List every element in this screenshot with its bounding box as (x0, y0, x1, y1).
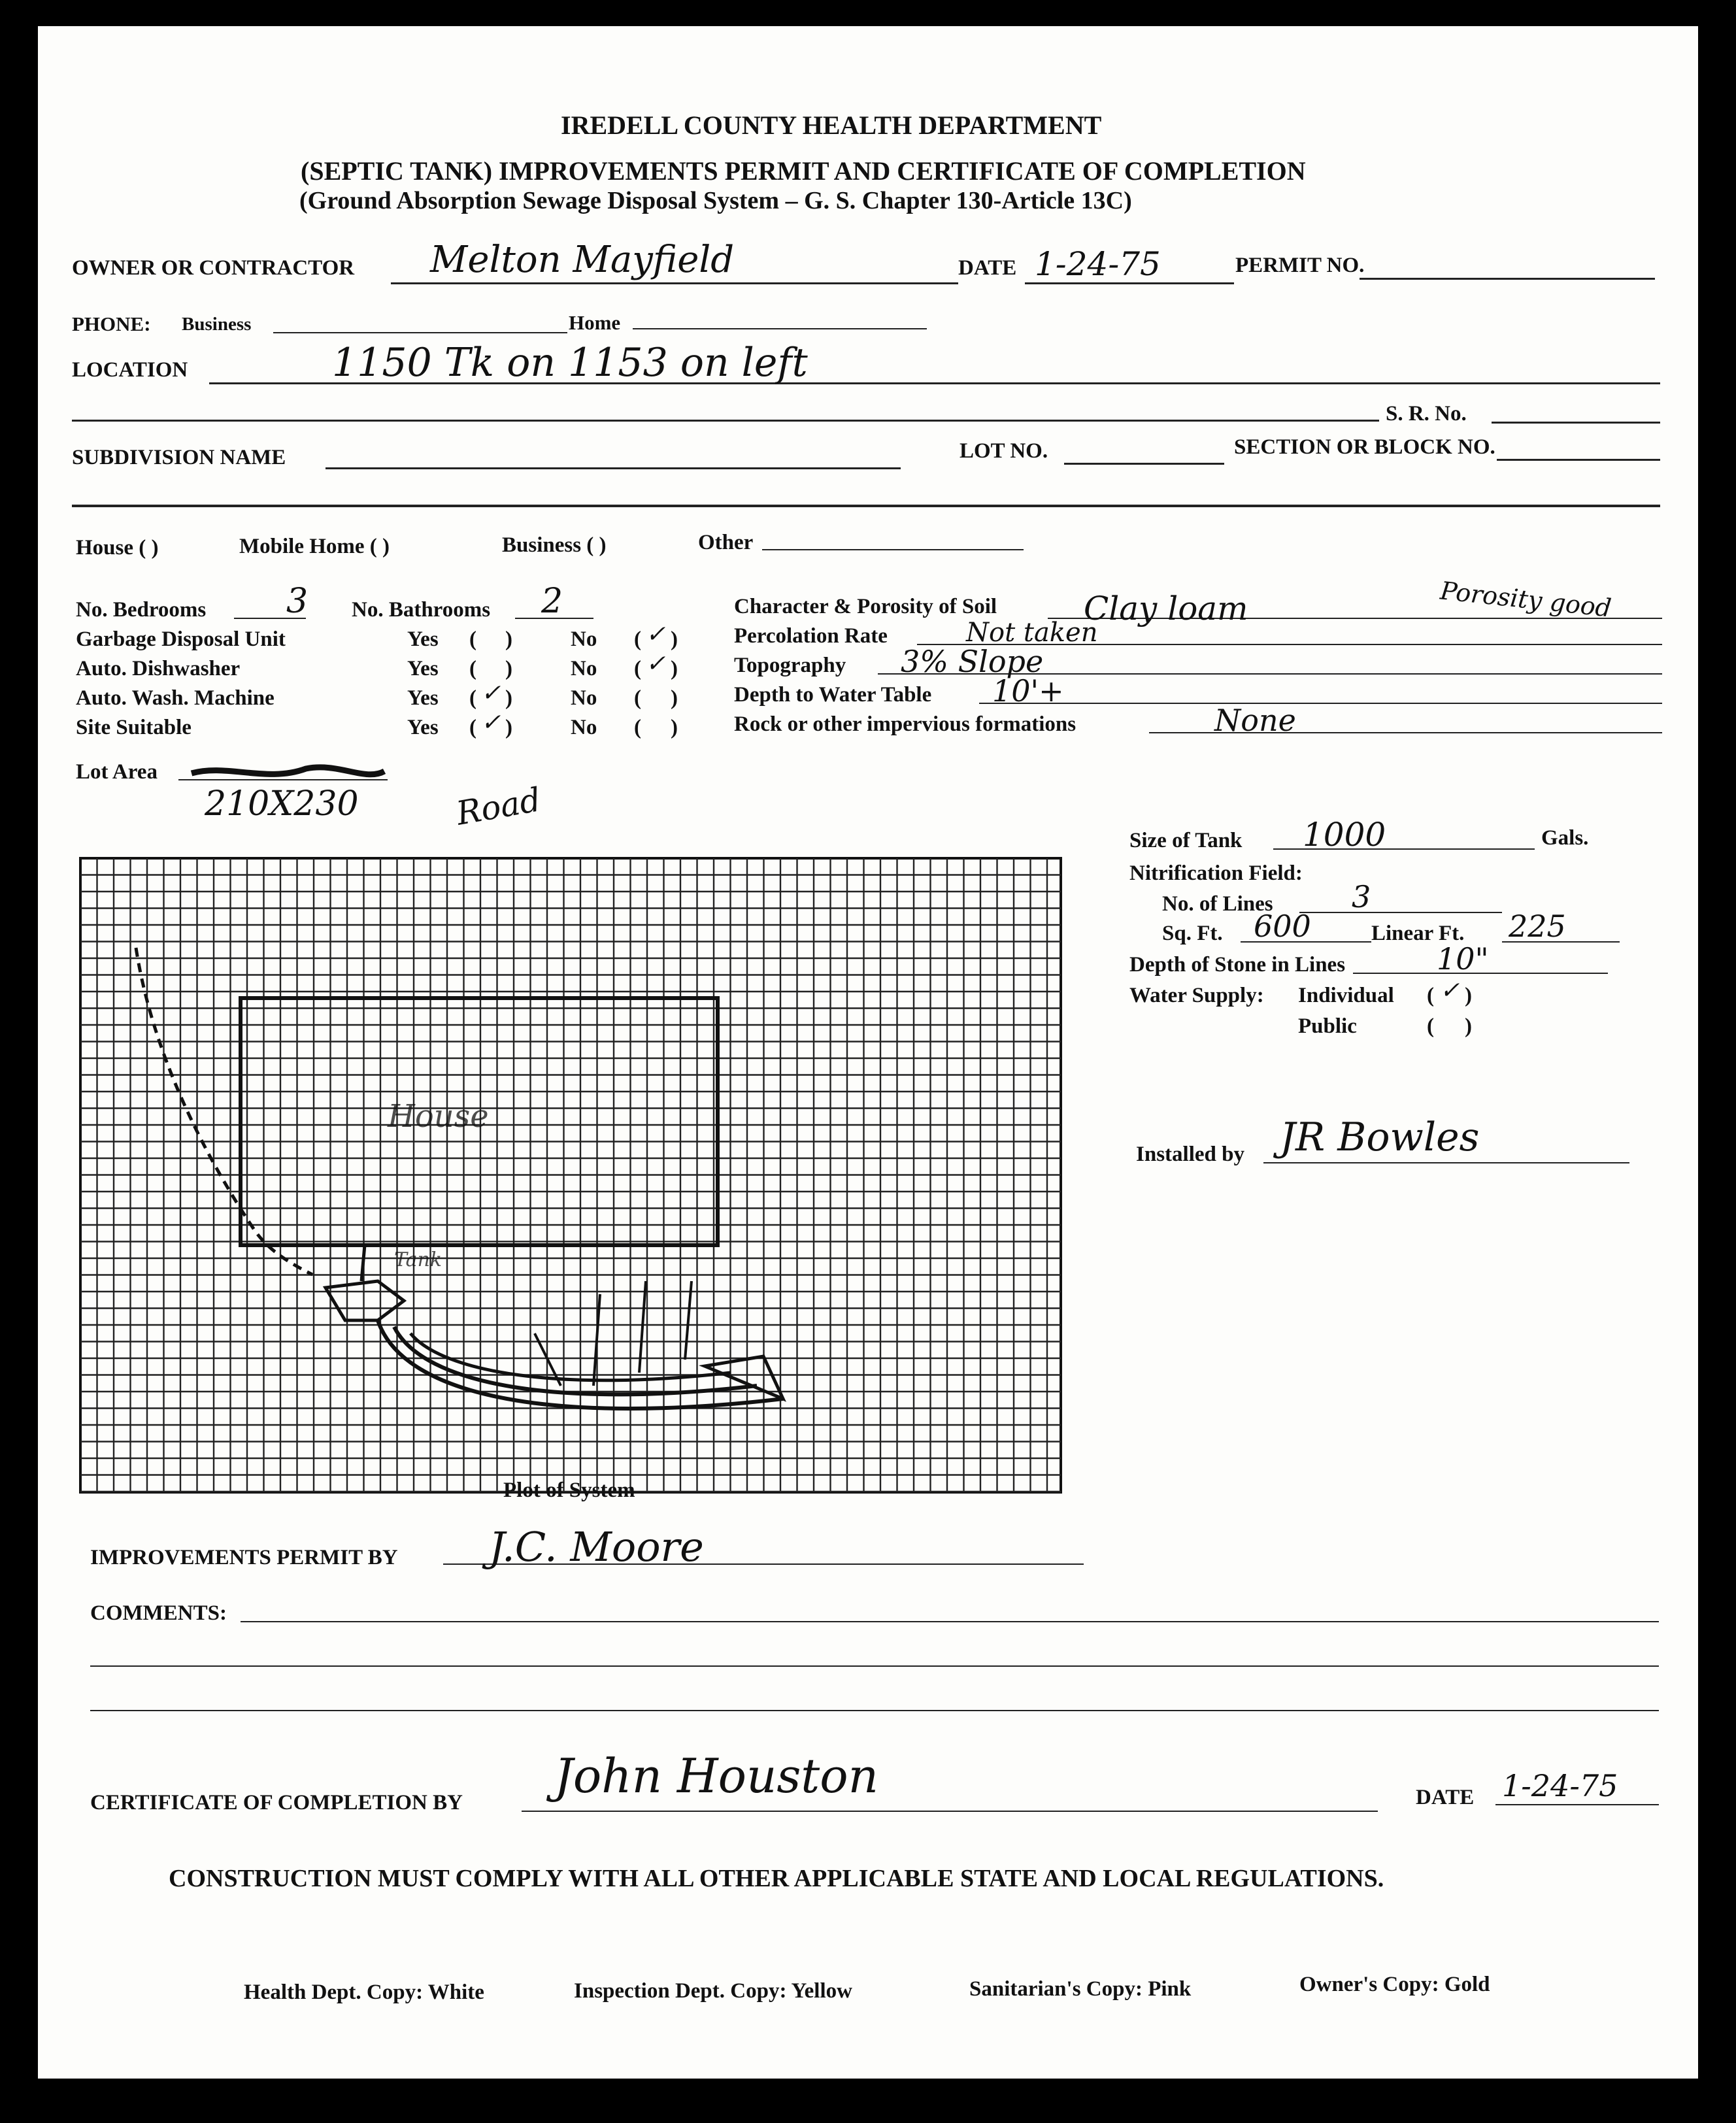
plot-caption: Plot of System (503, 1479, 635, 1502)
permit-no-label: PERMIT NO. (1235, 254, 1365, 277)
perc-rate-value: Not taken (966, 618, 1098, 648)
linear-ft-value: 225 (1509, 909, 1566, 944)
comments-line-2 (90, 1665, 1659, 1667)
garbage-yes: Yes (407, 627, 439, 651)
plot-house-note: House (388, 1098, 489, 1135)
other-line (762, 549, 1024, 550)
stone-depth-label: Depth of Stone in Lines (1129, 953, 1346, 977)
water-table-value: 10'+ (992, 673, 1064, 709)
lot-no-label: LOT NO. (960, 439, 1048, 463)
location-label: LOCATION (72, 358, 188, 382)
subdivision-label: SUBDIVISION NAME (72, 446, 286, 469)
copy-inspection: Inspection Dept. Copy: Yellow (574, 1979, 852, 2003)
form-title: (SEPTIC TANK) IMPROVEMENTS PERMIT AND CERTIFICATE OF COMPLETION (301, 156, 1306, 186)
owner-line (391, 282, 958, 284)
soil-porosity-value: Porosity good (1439, 576, 1613, 623)
topography-label: Topography (734, 654, 846, 677)
regulation-notice: CONSTRUCTION MUST COMPLY WITH ALL OTHER APPLICABLE STATE AND LOCAL REGULATIONS. (169, 1865, 1384, 1892)
owner-value: Melton Mayfield (430, 239, 735, 281)
section-block-label: SECTION OR BLOCK NO. (1234, 435, 1495, 459)
washer-no-open: ( (634, 686, 641, 710)
individual-close: ) (1465, 984, 1472, 1007)
mobile-home-option: Mobile Home ( ) (239, 535, 390, 558)
comments-line-1 (241, 1621, 1659, 1622)
bedrooms-value: 3 (286, 582, 309, 621)
tank-size-label: Size of Tank (1129, 829, 1243, 852)
washer-label: Auto. Wash. Machine (76, 686, 275, 710)
sr-no-label: S. R. No. (1386, 402, 1467, 426)
perc-rate-label: Percolation Rate (734, 624, 888, 648)
sqft-label: Sq. Ft. (1162, 922, 1223, 945)
permit-by-label: IMPROVEMENTS PERMIT BY (90, 1546, 398, 1569)
soil-character-value: Clay loam (1084, 590, 1248, 627)
copy-health: Health Dept. Copy: White (244, 1981, 484, 2004)
permit-no-line (1360, 278, 1655, 280)
site-no: No (571, 716, 597, 739)
dishwasher-label: Auto. Dishwasher (76, 657, 241, 680)
individual-open: ( (1427, 984, 1434, 1007)
water-individual-label: Individual (1298, 984, 1394, 1007)
installed-by-value: JR Bowles (1280, 1114, 1480, 1160)
installed-by-label: Installed by (1136, 1143, 1244, 1166)
dishwasher-no-open: ( (634, 657, 641, 680)
tank-gals: Gals. (1541, 826, 1589, 850)
water-public-label: Public (1298, 1014, 1357, 1038)
site-label: Site Suitable (76, 716, 192, 739)
lines-line (1299, 912, 1502, 913)
linear-ft-label: Linear Ft. (1371, 922, 1465, 945)
dishwasher-no-check: ✓ (646, 650, 666, 677)
washer-yes-check: ✓ (481, 680, 501, 707)
rock-value: None (1214, 703, 1296, 738)
permit-document (38, 26, 1698, 2079)
location-line-2 (72, 420, 1379, 422)
washer-yes-open: ( (469, 686, 476, 710)
agency-title: IREDELL COUNTY HEALTH DEPARTMENT (561, 110, 1102, 140)
nitrification-label: Nitrification Field: (1129, 861, 1303, 885)
lot-area-label: Lot Area (76, 760, 158, 784)
bedrooms-label: No. Bedrooms (76, 598, 207, 622)
certificate-date-value: 1-24-75 (1502, 1768, 1618, 1803)
rock-label: Rock or other impervious formations (734, 712, 1077, 736)
comments-line-3 (90, 1710, 1659, 1711)
sqft-value: 600 (1254, 909, 1311, 944)
site-yes-close: ) (505, 716, 512, 739)
business-option: Business ( ) (502, 533, 607, 557)
section-divider (72, 505, 1660, 507)
certificate-label: CERTIFICATE OF COMPLETION BY (90, 1791, 463, 1814)
copy-sanitarian: Sanitarian's Copy: Pink (969, 1977, 1192, 2001)
certificate-signature: John Houston (554, 1748, 878, 1803)
bathrooms-value: 2 (541, 582, 563, 621)
bathrooms-label: No. Bathrooms (352, 598, 491, 622)
copy-owner: Owner's Copy: Gold (1299, 1973, 1490, 1996)
dishwasher-yes: Yes (407, 657, 439, 680)
certificate-date-label: DATE (1416, 1786, 1475, 1809)
water-table-line (979, 703, 1662, 704)
location-value: 1150 Tk on 1153 on left (332, 340, 808, 386)
subdivision-line (326, 467, 901, 469)
permit-by-value: J.C. Moore (489, 1523, 704, 1571)
washer-yes-close: ) (505, 686, 512, 710)
site-no-open: ( (634, 716, 641, 739)
dishwasher-yes-close: ) (505, 657, 512, 680)
certificate-line (522, 1811, 1378, 1812)
lines-value: 3 (1352, 879, 1371, 914)
garbage-no-close: ) (671, 627, 678, 651)
individual-check: ✓ (1440, 977, 1460, 1004)
tank-size-value: 1000 (1303, 816, 1386, 854)
garbage-no-open: ( (634, 627, 641, 651)
site-yes: Yes (407, 716, 439, 739)
lot-no-line (1064, 463, 1224, 465)
plot-road-note: Road (453, 780, 544, 833)
garbage-label: Garbage Disposal Unit (76, 627, 286, 651)
house-option: House ( ) (76, 536, 159, 560)
form-subtitle: (Ground Absorption Sewage Disposal System – G. S. Chapter 130-Article 13C) (299, 187, 1132, 214)
home-phone-label: Home (569, 311, 621, 334)
garbage-yes-close: ) (505, 627, 512, 651)
washer-no: No (571, 686, 597, 710)
dishwasher-no: No (571, 657, 597, 680)
lot-area-value: 210X230 (205, 784, 359, 824)
site-no-close: ) (671, 716, 678, 739)
date-label: DATE (958, 256, 1017, 280)
business-phone-line (273, 332, 567, 333)
plot-of-system-grid (38, 824, 1071, 1503)
garbage-no: No (571, 627, 597, 651)
topography-value: 3% Slope (901, 644, 1044, 679)
owner-label: OWNER OR CONTRACTOR (72, 256, 355, 280)
certificate-date-line (1495, 1804, 1659, 1805)
dishwasher-yes-open: ( (469, 657, 476, 680)
home-phone-line (633, 328, 927, 329)
dishwasher-no-close: ) (671, 657, 678, 680)
other-option: Other (698, 531, 754, 554)
washer-yes: Yes (407, 686, 439, 710)
sr-no-line (1492, 422, 1660, 424)
date-value: 1-24-75 (1035, 245, 1161, 283)
garbage-no-check: ✓ (646, 621, 666, 648)
water-supply-label: Water Supply: (1129, 984, 1264, 1007)
site-yes-open: ( (469, 716, 476, 739)
lot-area-scribble (188, 763, 391, 783)
comments-label: COMMENTS: (90, 1601, 227, 1625)
phone-label: PHONE: (72, 312, 151, 335)
soil-character-label: Character & Porosity of Soil (734, 595, 997, 618)
site-yes-check: ✓ (481, 709, 501, 736)
washer-no-close: ) (671, 686, 678, 710)
public-close: ) (1465, 1014, 1472, 1038)
plot-tank-note: Tank (394, 1248, 442, 1271)
public-open: ( (1427, 1014, 1434, 1038)
stone-depth-value: 10" (1437, 941, 1489, 977)
section-block-line (1497, 459, 1660, 461)
water-table-label: Depth to Water Table (734, 683, 932, 707)
business-phone-label: Business (182, 314, 252, 335)
installed-by-line (1263, 1162, 1629, 1163)
garbage-yes-open: ( (469, 627, 476, 651)
lines-label: No. of Lines (1162, 892, 1273, 916)
